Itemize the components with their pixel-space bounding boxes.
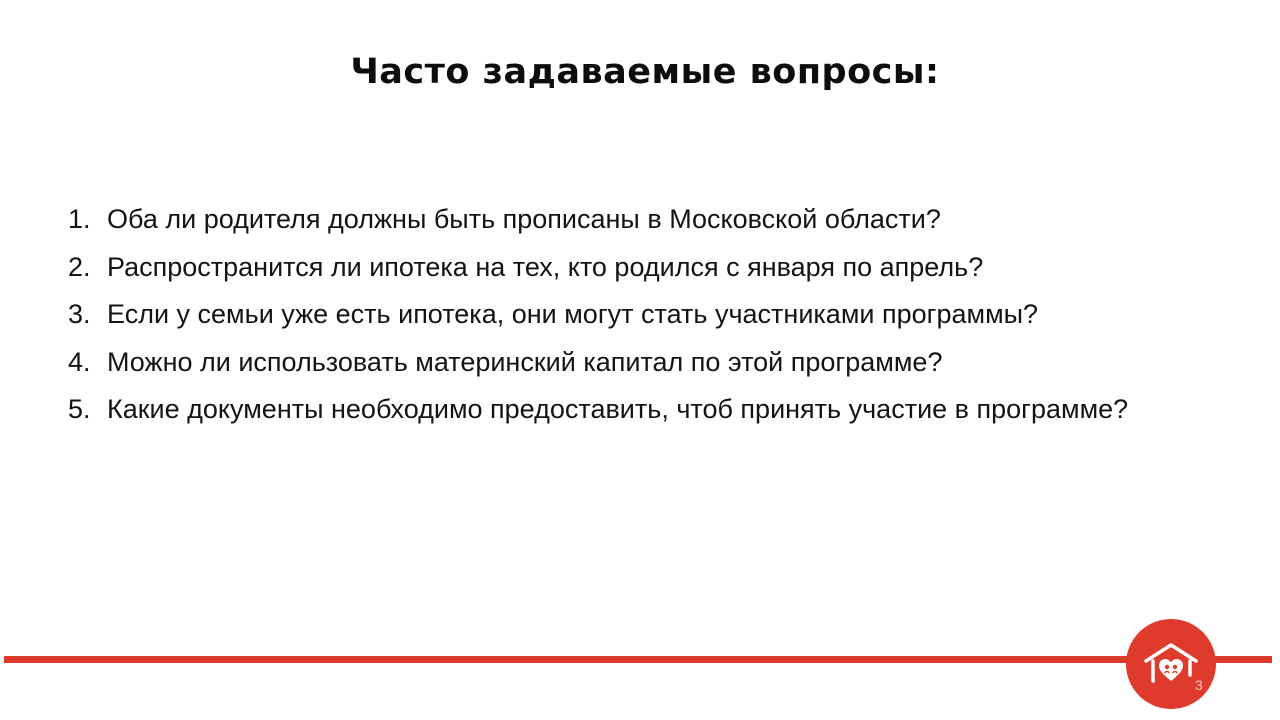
- list-item: [68, 339, 1128, 387]
- list-item: [68, 196, 1128, 244]
- list-item-text: Если у семьи уже есть ипотека, они могут стать участниками программы?: [107, 299, 1039, 329]
- slide-title: Часто задаваемые вопросы:: [350, 52, 940, 92]
- list-item: [68, 244, 1128, 292]
- logo-graphic: [1126, 619, 1216, 709]
- list-item-number: 5.: [68, 394, 91, 424]
- list-item-text: Оба ли родителя должны быть прописаны в Московской области?: [107, 204, 941, 234]
- footer-divider: [4, 656, 1272, 663]
- page-number: 3: [1195, 677, 1203, 693]
- list-item-text: Распространится ли ипотека на тех, кто родился с января по апрель?: [107, 251, 984, 282]
- list-item-number: 4.: [68, 346, 91, 377]
- list-item: [68, 291, 1128, 339]
- faq-list: [68, 196, 1128, 434]
- list-item-number: 3.: [68, 299, 91, 329]
- list-item-number: 2.: [68, 251, 91, 282]
- list-item-number: 1.: [68, 204, 91, 234]
- list-item-text: Можно ли использовать материнский капитал по этой программе?: [107, 346, 943, 377]
- list-item: [68, 386, 1128, 434]
- list-item-text: Какие документы необходимо предоставить, чтоб принять участие в программе?: [107, 394, 1129, 424]
- house-heart-logo-icon: [1126, 619, 1216, 709]
